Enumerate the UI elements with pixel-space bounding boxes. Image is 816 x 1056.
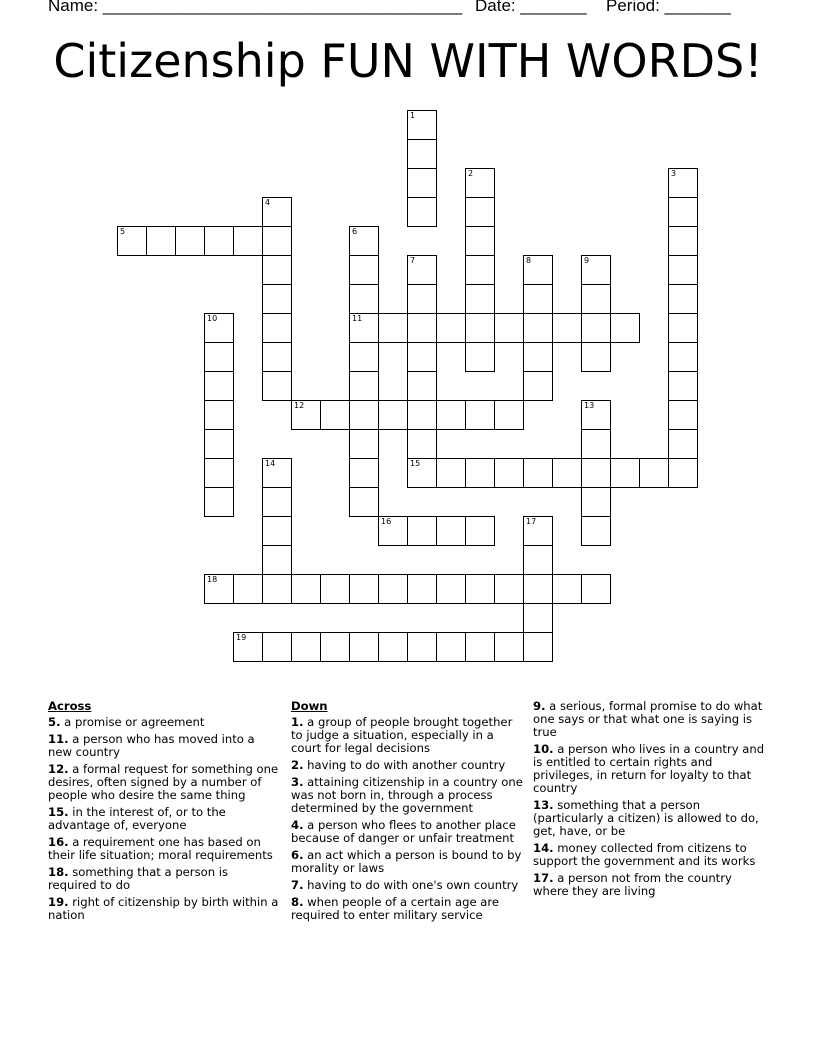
crossword-cell[interactable] xyxy=(436,516,466,546)
crossword-cell[interactable] xyxy=(378,632,408,662)
crossword-cell[interactable] xyxy=(349,342,379,372)
clue-down-8: 8. when people of a certain age are required to enter military service xyxy=(291,895,500,922)
crossword-cell[interactable] xyxy=(436,632,466,662)
crossword-cell[interactable] xyxy=(581,400,611,430)
crossword-cell[interactable] xyxy=(407,574,437,604)
crossword-cell[interactable] xyxy=(378,313,408,343)
crossword-cell[interactable] xyxy=(581,574,611,604)
crossword-cell[interactable] xyxy=(407,284,437,314)
clue-number: 2 xyxy=(468,169,474,178)
clue-down-10: 10. a person who lives in a country and is entitled to certain rights and privileges, in return for loyalty to that country xyxy=(533,742,765,795)
clue-number: 17 xyxy=(526,517,537,526)
crossword-cell[interactable] xyxy=(494,458,524,488)
crossword-cell[interactable] xyxy=(262,313,292,343)
crossword-cell[interactable] xyxy=(523,284,553,314)
crossword-cell[interactable] xyxy=(204,226,234,256)
crossword-cell[interactable] xyxy=(349,226,379,256)
clue-down-7: 7. having to do with one's own country xyxy=(291,878,519,892)
clue-number: 15 xyxy=(410,459,421,468)
clue-across-19: 19. right of citizenship by birth within a nation xyxy=(48,895,279,922)
crossword-cell[interactable] xyxy=(436,574,466,604)
crossword-cell[interactable] xyxy=(581,458,611,488)
crossword-cell[interactable] xyxy=(581,429,611,459)
crossword-cell[interactable] xyxy=(494,400,524,430)
crossword-cell[interactable] xyxy=(465,284,495,314)
crossword-cell[interactable] xyxy=(146,226,176,256)
clue-number: 9 xyxy=(584,256,590,265)
crossword-cell[interactable] xyxy=(349,632,379,662)
crossword-cell[interactable] xyxy=(523,632,553,662)
crossword-cell[interactable] xyxy=(668,429,698,459)
across-clues xyxy=(48,700,280,926)
clue-number: 18 xyxy=(207,575,218,584)
crossword-cell[interactable] xyxy=(494,632,524,662)
crossword-cell[interactable] xyxy=(465,574,495,604)
crossword-cell[interactable] xyxy=(291,574,321,604)
clue-down-9: 9. a serious, formal promise to do what one says or that what one is saying is true xyxy=(533,699,763,739)
crossword-cell[interactable] xyxy=(291,400,321,430)
clue-down-2: 2. having to do with another country xyxy=(291,758,506,772)
crossword-cell[interactable] xyxy=(262,487,292,517)
crossword-cell[interactable] xyxy=(552,313,582,343)
crossword-cell[interactable] xyxy=(639,458,669,488)
crossword-cell[interactable] xyxy=(349,400,379,430)
crossword-cell[interactable] xyxy=(436,458,466,488)
crossword-cell[interactable] xyxy=(262,342,292,372)
crossword-cell[interactable] xyxy=(436,313,466,343)
crossword-cell[interactable] xyxy=(262,458,292,488)
crossword-cell[interactable] xyxy=(465,342,495,372)
down-heading: Down xyxy=(291,699,328,713)
crossword-cell[interactable] xyxy=(407,400,437,430)
crossword-cell[interactable] xyxy=(668,313,698,343)
crossword-cell[interactable] xyxy=(668,197,698,227)
crossword-cell[interactable] xyxy=(668,371,698,401)
crossword-cell[interactable] xyxy=(378,400,408,430)
crossword-cell[interactable] xyxy=(262,574,292,604)
crossword-cell[interactable] xyxy=(349,255,379,285)
crossword-cell[interactable] xyxy=(523,574,553,604)
crossword-cell[interactable] xyxy=(233,574,263,604)
crossword-cell[interactable] xyxy=(407,516,437,546)
crossword-cell[interactable] xyxy=(465,255,495,285)
crossword-cell[interactable] xyxy=(668,168,698,198)
clue-down-6: 6. an act which a person is bound to by morality or laws xyxy=(291,848,522,875)
clue-across-5: 5. a promise or agreement xyxy=(48,715,205,729)
clue-across-11: 11. a person who has moved into a new country xyxy=(48,732,255,759)
crossword-cell[interactable] xyxy=(407,110,437,140)
crossword-cell[interactable] xyxy=(175,226,205,256)
crossword-cell[interactable] xyxy=(668,255,698,285)
crossword-cell[interactable] xyxy=(407,429,437,459)
crossword-cell[interactable] xyxy=(407,342,437,372)
crossword-cell[interactable] xyxy=(349,284,379,314)
crossword-cell[interactable] xyxy=(494,313,524,343)
crossword-cell[interactable] xyxy=(465,313,495,343)
crossword-cell[interactable] xyxy=(262,255,292,285)
crossword-cell[interactable] xyxy=(581,255,611,285)
clue-down-13: 13. something that a person (particularly a citizen) is allowed to do, get, have, or be xyxy=(533,798,759,838)
clue-down-17: 17. a person not from the country where they are living xyxy=(533,871,732,898)
crossword-cell[interactable] xyxy=(407,139,437,169)
clue-across-12: 12. a formal request for something one desires, often signed by a number of people who desire the same thing xyxy=(48,762,279,802)
crossword-cell[interactable] xyxy=(349,574,379,604)
crossword-cell[interactable] xyxy=(320,574,350,604)
clue-number: 11 xyxy=(352,314,363,323)
down-clues-continued xyxy=(533,700,769,902)
crossword-cell[interactable] xyxy=(436,400,466,430)
crossword-cell[interactable] xyxy=(581,487,611,517)
crossword-cell[interactable] xyxy=(204,313,234,343)
crossword-cell[interactable] xyxy=(262,516,292,546)
crossword-cell[interactable] xyxy=(668,342,698,372)
clue-number: 6 xyxy=(352,227,358,236)
crossword-cell[interactable] xyxy=(523,313,553,343)
clue-number: 19 xyxy=(236,633,247,642)
crossword-cell[interactable] xyxy=(523,342,553,372)
name-field-label[interactable]: Name: ______________________________________ xyxy=(48,0,463,15)
crossword-cell[interactable] xyxy=(233,632,263,662)
crossword-cell[interactable] xyxy=(204,371,234,401)
clue-across-16: 16. a requirement one has based on their life situation; moral requirements xyxy=(48,835,273,862)
crossword-cell[interactable] xyxy=(581,516,611,546)
crossword-cell[interactable] xyxy=(407,458,437,488)
crossword-cell[interactable] xyxy=(291,632,321,662)
crossword-cell[interactable] xyxy=(407,632,437,662)
crossword-cell[interactable] xyxy=(465,516,495,546)
crossword-cell[interactable] xyxy=(581,342,611,372)
crossword-cell[interactable] xyxy=(668,226,698,256)
clue-number: 4 xyxy=(265,198,271,207)
crossword-cell[interactable] xyxy=(349,487,379,517)
crossword-cell[interactable] xyxy=(320,400,350,430)
crossword-cell[interactable] xyxy=(523,255,553,285)
crossword-cell[interactable] xyxy=(523,371,553,401)
crossword-cell[interactable] xyxy=(407,168,437,198)
period-field-label[interactable]: Period: _______ xyxy=(606,0,731,15)
clue-number: 8 xyxy=(526,256,532,265)
crossword-cell[interactable] xyxy=(465,400,495,430)
clue-across-15: 15. in the interest of, or to the advantage of, everyone xyxy=(48,805,226,832)
crossword-cell[interactable] xyxy=(552,458,582,488)
crossword-cell[interactable] xyxy=(378,574,408,604)
clue-number: 13 xyxy=(584,401,595,410)
crossword-cell[interactable] xyxy=(320,632,350,662)
crossword-cell[interactable] xyxy=(262,226,292,256)
crossword-cell[interactable] xyxy=(262,632,292,662)
clue-number: 5 xyxy=(120,227,126,236)
crossword-cell[interactable] xyxy=(262,371,292,401)
across-heading: Across xyxy=(48,699,92,713)
clue-number: 16 xyxy=(381,517,392,526)
crossword-cell[interactable] xyxy=(523,545,553,575)
crossword-cell[interactable] xyxy=(581,284,611,314)
crossword-cell[interactable] xyxy=(552,574,582,604)
crossword-cell[interactable] xyxy=(407,313,437,343)
crossword-cell[interactable] xyxy=(465,632,495,662)
crossword-cell[interactable] xyxy=(204,400,234,430)
clue-number: 12 xyxy=(294,401,305,410)
crossword-cell[interactable] xyxy=(407,255,437,285)
crossword-cell[interactable] xyxy=(204,487,234,517)
down-clues xyxy=(291,700,523,926)
crossword-cell[interactable] xyxy=(349,313,379,343)
crossword-cell[interactable] xyxy=(668,458,698,488)
page-title: Citizenship FUN WITH WORDS! xyxy=(53,34,763,88)
crossword-cell[interactable] xyxy=(378,516,408,546)
crossword-cell[interactable] xyxy=(233,226,263,256)
crossword-cell[interactable] xyxy=(668,284,698,314)
crossword-cell[interactable] xyxy=(610,458,640,488)
crossword-cell[interactable] xyxy=(204,429,234,459)
clue-number: 1 xyxy=(410,111,416,120)
crossword-cell[interactable] xyxy=(349,458,379,488)
crossword-cell[interactable] xyxy=(262,284,292,314)
crossword-cell[interactable] xyxy=(523,458,553,488)
crossword-cell[interactable] xyxy=(610,313,640,343)
clue-number: 14 xyxy=(265,459,276,468)
clue-across-18: 18. something that a person is required to do xyxy=(48,865,229,892)
clue-number: 3 xyxy=(671,169,677,178)
crossword-cell[interactable] xyxy=(668,400,698,430)
crossword-cell[interactable] xyxy=(349,371,379,401)
clue-down-14: 14. money collected from citizens to support the government and its works xyxy=(533,841,756,868)
crossword-cell[interactable] xyxy=(581,313,611,343)
crossword-cell[interactable] xyxy=(465,197,495,227)
clue-down-4: 4. a person who flees to another place because of danger or unfair treatment xyxy=(291,818,516,845)
crossword-cell[interactable] xyxy=(262,197,292,227)
crossword-cell[interactable] xyxy=(349,429,379,459)
clue-down-3: 3. attaining citizenship in a country one was not born in, through a process determined by the government xyxy=(291,775,523,815)
crossword-cell[interactable] xyxy=(523,516,553,546)
clue-number: 10 xyxy=(207,314,218,323)
crossword-cell[interactable] xyxy=(204,458,234,488)
clue-down-1: 1. a group of people brought together to judge a situation, especially in a court for legal decisions xyxy=(291,715,513,755)
crossword-cell[interactable] xyxy=(465,168,495,198)
crossword-cell[interactable] xyxy=(465,458,495,488)
crossword-cell[interactable] xyxy=(465,226,495,256)
crossword-cell[interactable] xyxy=(407,197,437,227)
crossword-cell[interactable] xyxy=(407,371,437,401)
crossword-cell[interactable] xyxy=(523,603,553,633)
date-field-label[interactable]: Date: _______ xyxy=(475,0,587,15)
crossword-cell[interactable] xyxy=(204,342,234,372)
crossword-cell[interactable] xyxy=(494,574,524,604)
crossword-cell[interactable] xyxy=(204,574,234,604)
crossword-cell[interactable] xyxy=(262,545,292,575)
clue-number: 7 xyxy=(410,256,416,265)
crossword-cell[interactable] xyxy=(117,226,147,256)
